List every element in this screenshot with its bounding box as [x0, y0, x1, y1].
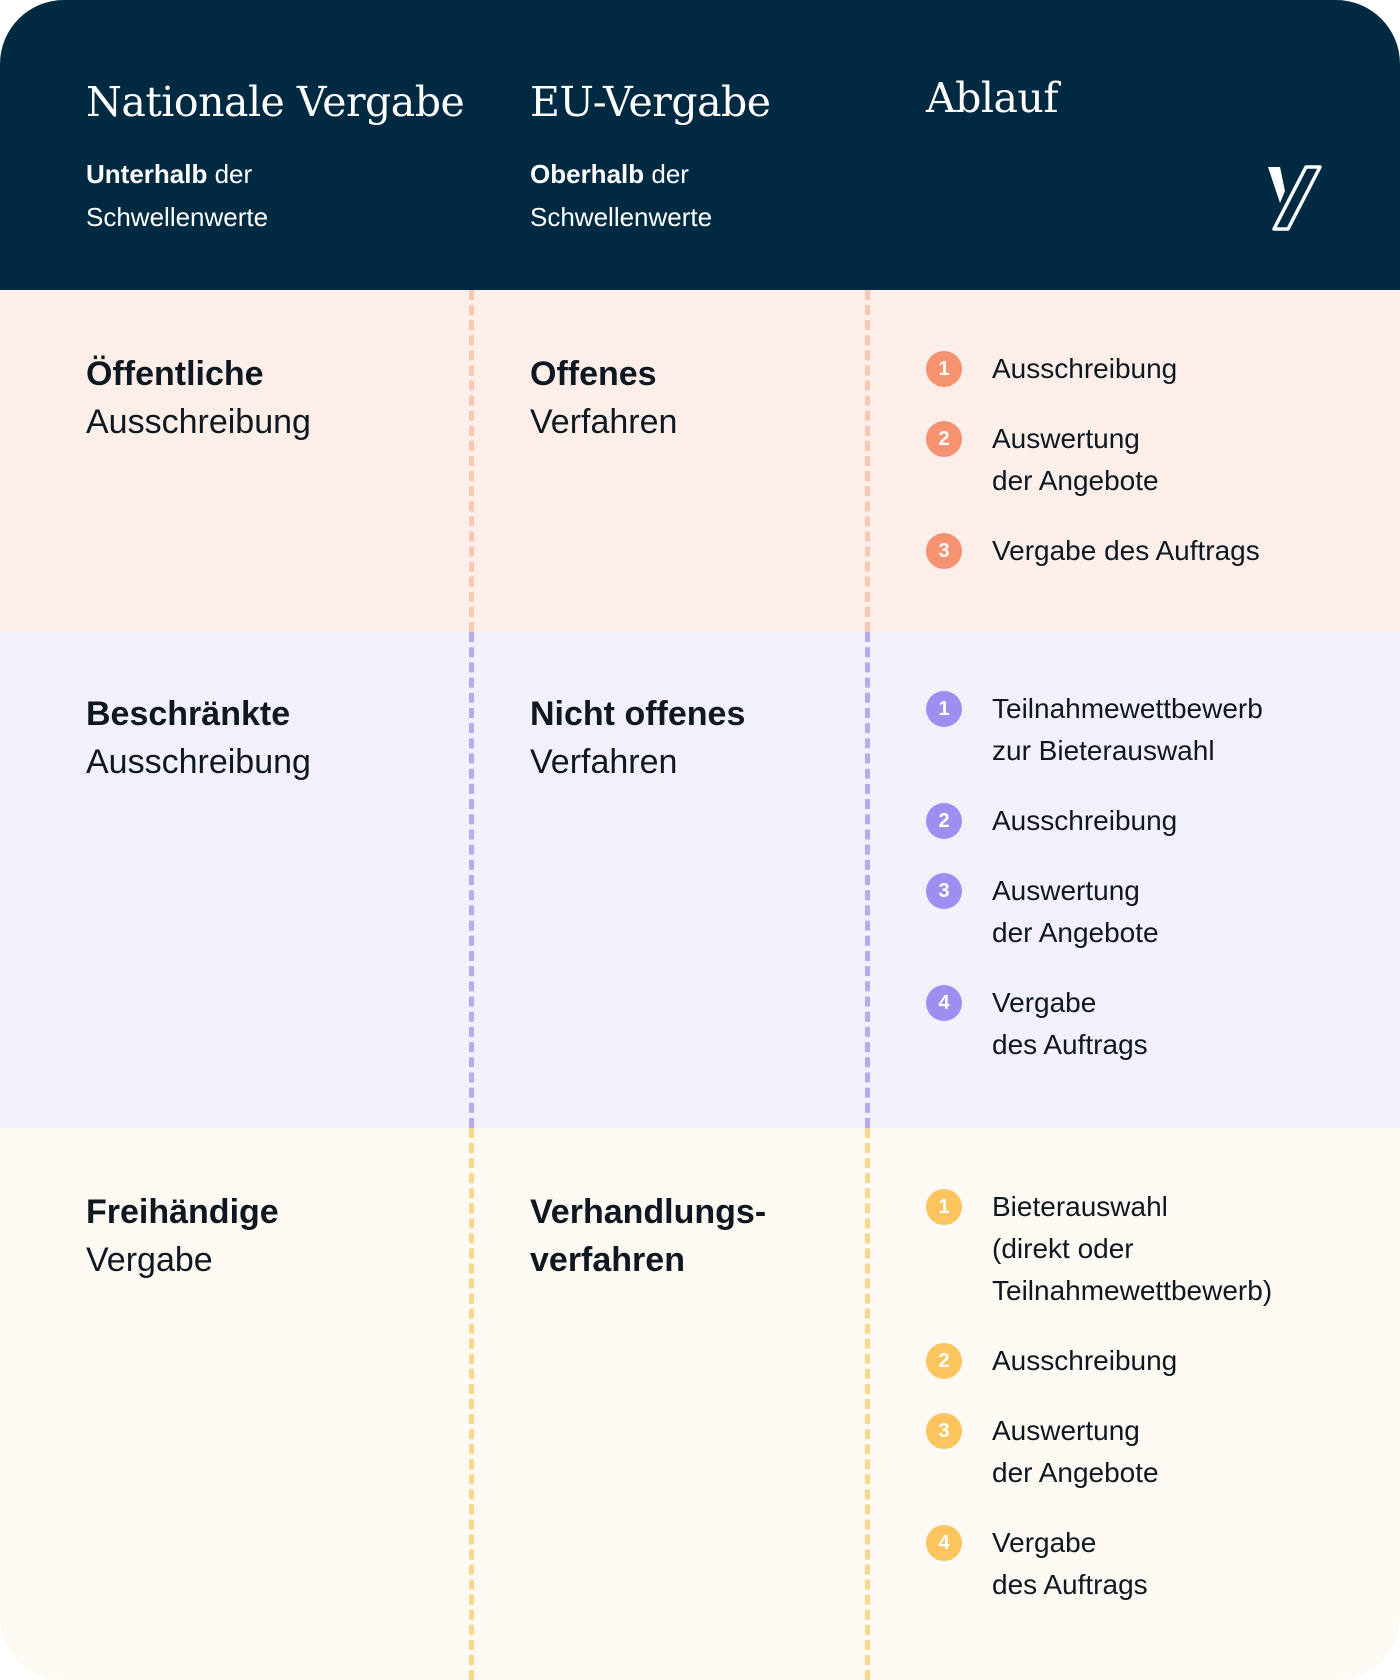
slash-logo-icon — [1266, 165, 1322, 231]
step-number-badge: 1 — [926, 691, 962, 727]
step-number-badge: 4 — [926, 1525, 962, 1561]
eu-procurement-title: EU-Vergabe — [530, 78, 771, 126]
step-number-badge: 2 — [926, 803, 962, 839]
process-title: Ablauf — [926, 74, 1058, 122]
section-open-procedure — [0, 290, 1400, 632]
step-number-badge: 2 — [926, 421, 962, 457]
step-text: Auswertung der Angebote — [992, 423, 1159, 496]
step-number-badge: 2 — [926, 1343, 962, 1379]
subtitle-line2: Schwellenwerte — [86, 202, 269, 232]
subtitle-line2: Schwellenwerte — [530, 202, 713, 232]
label-bold: Freihändige — [86, 1193, 279, 1231]
subtitle-bold: Unterhalb — [86, 159, 208, 189]
process-steps — [926, 1186, 1272, 1634]
process-step — [926, 800, 1263, 842]
process-step — [926, 348, 1260, 390]
process-step — [926, 1522, 1272, 1606]
step-text: Ausschreibung — [992, 353, 1178, 384]
subtitle-rest: der — [207, 159, 253, 189]
process-steps — [926, 348, 1260, 600]
national-procedure-label — [86, 350, 311, 446]
eu-procurement-subtitle — [530, 153, 712, 239]
process-step — [926, 688, 1263, 772]
section-restricted-procedure — [0, 632, 1400, 1128]
step-text: Auswertung der Angebote — [992, 1415, 1159, 1488]
step-text: Vergabe des Auftrags — [992, 987, 1148, 1060]
label-bold: Offenes — [530, 355, 657, 393]
label-bold: Öffentliche — [86, 355, 264, 393]
eu-procedure-label — [530, 1188, 766, 1284]
step-text: Teilnahmewettbewerb zur Bieterauswahl — [992, 693, 1263, 766]
label-bold-line2: verfahren — [530, 1241, 685, 1279]
step-number-badge: 3 — [926, 873, 962, 909]
step-number-badge: 3 — [926, 533, 962, 569]
step-text: Vergabe des Auftrags — [992, 535, 1260, 566]
process-step — [926, 418, 1260, 502]
process-step — [926, 870, 1263, 954]
process-step — [926, 530, 1260, 572]
step-text: Ausschreibung — [992, 1345, 1178, 1376]
label-normal: Verfahren — [530, 403, 678, 441]
eu-procedure-label — [530, 350, 677, 446]
label-normal: Ausschreibung — [86, 403, 311, 441]
label-normal: Ausschreibung — [86, 743, 311, 781]
national-procedure-label — [86, 1188, 279, 1284]
column-divider — [469, 290, 474, 632]
step-text: Ausschreibung — [992, 805, 1178, 836]
column-divider — [865, 290, 870, 632]
step-text: Bieterauswahl (direkt oder Teilnahmewettbewerb) — [992, 1191, 1273, 1306]
national-procedure-label — [86, 690, 311, 786]
label-bold: Beschränkte — [86, 695, 291, 733]
step-text: Auswertung der Angebote — [992, 875, 1159, 948]
step-number-badge: 4 — [926, 985, 962, 1021]
column-divider — [865, 632, 870, 1128]
column-divider — [469, 632, 474, 1128]
label-normal: Vergabe — [86, 1241, 213, 1279]
label-bold: Verhandlungs- — [530, 1193, 767, 1231]
label-bold: Nicht offenes — [530, 695, 746, 733]
step-number-badge: 1 — [926, 351, 962, 387]
column-divider — [469, 1128, 474, 1680]
process-step — [926, 1340, 1272, 1382]
header — [0, 0, 1400, 290]
step-number-badge: 3 — [926, 1413, 962, 1449]
step-text: Vergabe des Auftrags — [992, 1527, 1148, 1600]
label-normal: Verfahren — [530, 743, 678, 781]
subtitle-rest: der — [644, 159, 689, 189]
subtitle-bold: Oberhalb — [530, 159, 645, 189]
process-steps — [926, 688, 1263, 1094]
national-procurement-subtitle — [86, 153, 268, 239]
step-number-badge: 1 — [926, 1189, 962, 1225]
national-procurement-title: Nationale Vergabe — [86, 78, 465, 126]
section-negotiated-procedure — [0, 1128, 1400, 1680]
eu-procedure-label — [530, 690, 745, 786]
process-step — [926, 1410, 1272, 1494]
column-divider — [865, 1128, 870, 1680]
process-step — [926, 1186, 1272, 1312]
process-step — [926, 982, 1263, 1066]
